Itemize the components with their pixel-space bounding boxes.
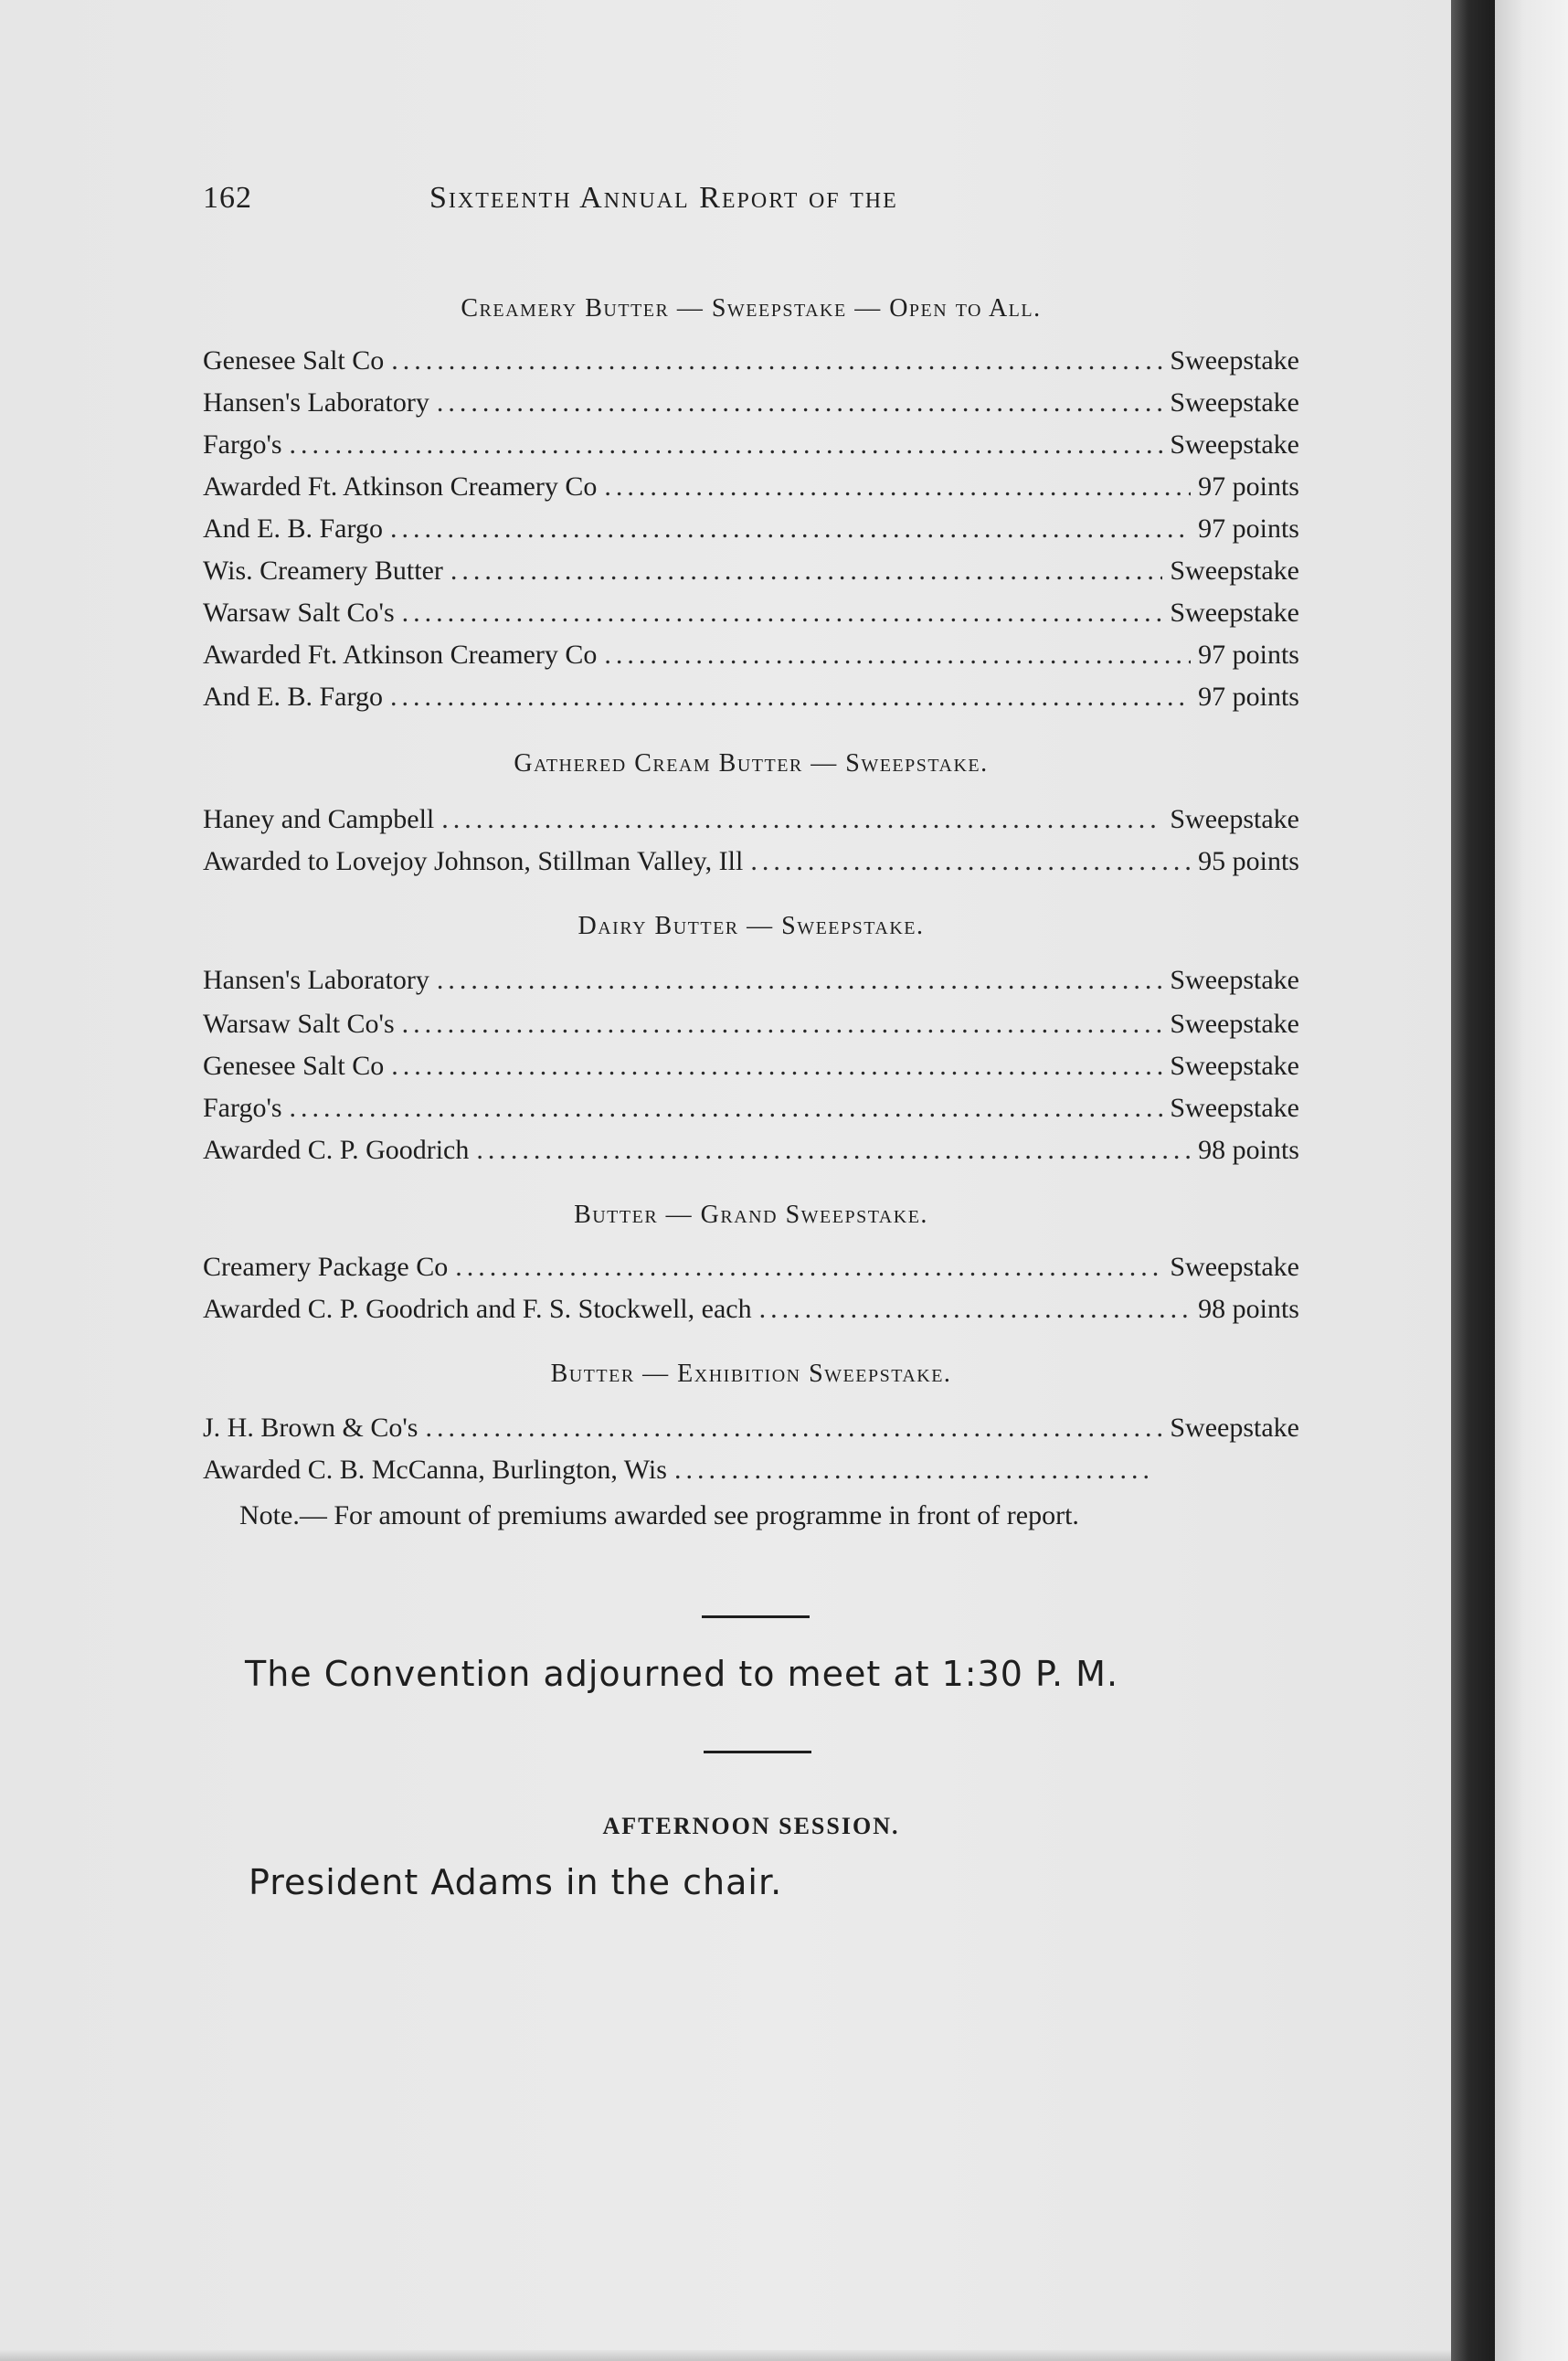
entry-result: 98 points	[1198, 1294, 1299, 1324]
entry-name: Awarded Ft. Atkinson Creamery Co	[203, 640, 598, 670]
list-item	[203, 804, 1299, 841]
entry-result: Sweepstake	[1170, 345, 1299, 376]
entry-name: Warsaw Salt Co's	[203, 1009, 395, 1039]
entry-result: Sweepstake	[1170, 1051, 1299, 1081]
entry-name: Awarded Ft. Atkinson Creamery Co	[203, 471, 598, 502]
dot-leader	[290, 429, 1163, 461]
dot-leader	[391, 345, 1162, 376]
dot-leader	[425, 1413, 1162, 1444]
entry-name: Fargo's	[203, 1093, 282, 1123]
entry-name: Fargo's	[203, 429, 282, 460]
dot-leader	[390, 513, 1191, 545]
entry-result: 97 points	[1198, 513, 1299, 544]
entry-name: Hansen's Laboratory	[203, 387, 429, 418]
dot-leader	[674, 1455, 1148, 1486]
section-title: Dairy Butter — Sweepstake.	[577, 912, 925, 940]
list-item	[203, 1135, 1299, 1171]
dot-leader	[604, 471, 1191, 503]
list-item	[203, 556, 1299, 592]
list-item	[203, 965, 1299, 1001]
list-item	[203, 846, 1299, 883]
dot-leader	[604, 640, 1191, 671]
entry-name: Hansen's Laboratory	[203, 965, 429, 995]
entry-name: And E. B. Fargo	[203, 513, 383, 544]
note-paragraph: Note.— For amount of premiums awarded see programme in front of report.	[239, 1500, 1079, 1530]
list-item	[203, 598, 1299, 634]
dot-leader	[750, 846, 1191, 877]
entry-result: Sweepstake	[1170, 387, 1299, 418]
list-item	[203, 640, 1299, 676]
page-number: 162	[203, 181, 252, 215]
section-title: Butter — Exhibition Sweepstake.	[550, 1360, 952, 1388]
entry-result: Sweepstake	[1170, 804, 1299, 834]
entry-result: Sweepstake	[1170, 598, 1299, 628]
dot-leader	[390, 682, 1191, 713]
entry-name: Genesee Salt Co	[203, 345, 385, 376]
page-edge	[1495, 0, 1568, 2361]
list-item	[203, 1455, 1155, 1491]
list-item	[203, 345, 1299, 382]
dot-leader	[441, 804, 1162, 835]
list-item	[203, 387, 1299, 424]
dot-leader	[455, 1252, 1162, 1283]
list-item	[203, 1252, 1299, 1288]
dot-leader	[450, 556, 1162, 587]
list-item	[203, 1413, 1299, 1449]
entry-result: Sweepstake	[1170, 429, 1299, 460]
entry-result: Sweepstake	[1170, 1413, 1299, 1443]
divider-rule	[704, 1751, 811, 1753]
dot-leader	[476, 1135, 1191, 1166]
list-item	[203, 1051, 1299, 1087]
entry-result: 97 points	[1198, 471, 1299, 502]
entry-name: Wis. Creamery Butter	[203, 556, 443, 586]
entry-name: Creamery Package Co	[203, 1252, 449, 1282]
entry-result: Sweepstake	[1170, 965, 1299, 995]
list-item	[203, 1009, 1299, 1045]
entry-result: 98 points	[1198, 1135, 1299, 1165]
entry-name: Warsaw Salt Co's	[203, 598, 395, 628]
entry-name: And E. B. Fargo	[203, 682, 383, 712]
entry-result: Sweepstake	[1170, 1252, 1299, 1282]
list-item	[203, 429, 1299, 466]
section-title: Creamery Butter — Sweepstake — Open to All.	[461, 294, 1042, 323]
entry-result: 95 points	[1198, 846, 1299, 876]
dot-leader	[759, 1294, 1192, 1325]
chair-line: President Adams in the chair.	[249, 1862, 783, 1902]
list-item	[203, 471, 1299, 508]
list-item	[203, 1294, 1299, 1330]
session-heading: AFTERNOON SESSION.	[602, 1813, 900, 1839]
entry-name: Genesee Salt Co	[203, 1051, 385, 1081]
entry-result: Sweepstake	[1170, 1093, 1299, 1123]
entry-name: Awarded C. P. Goodrich and F. S. Stockwell, each	[203, 1294, 752, 1324]
list-item	[203, 682, 1299, 718]
divider-rule	[702, 1615, 810, 1618]
entry-name: J. H. Brown & Co's	[203, 1413, 418, 1443]
dot-leader	[290, 1093, 1163, 1124]
entry-name: Awarded C. P. Goodrich	[203, 1135, 470, 1165]
entry-name: Haney and Campbell	[203, 804, 435, 834]
dot-leader	[437, 965, 1163, 996]
dot-leader	[402, 1009, 1163, 1040]
dot-leader	[402, 598, 1163, 629]
dot-leader	[437, 387, 1163, 418]
section-title: Gathered Cream Butter — Sweepstake.	[514, 749, 989, 778]
entry-result: 97 points	[1198, 640, 1299, 670]
entry-name: Awarded to Lovejoy Johnson, Stillman Valley, Ill	[203, 846, 744, 876]
dot-leader	[391, 1051, 1162, 1082]
list-item	[203, 513, 1299, 550]
page-bottom-edge	[0, 2350, 1451, 2361]
entry-result: Sweepstake	[1170, 556, 1299, 586]
list-item	[203, 1093, 1299, 1129]
adjournment-line: The Convention adjourned to meet at 1:30 P. M.	[245, 1654, 1119, 1694]
entry-result: 97 points	[1198, 682, 1299, 712]
book-binding-shadow	[1451, 0, 1495, 2361]
entry-name: Awarded C. B. McCanna, Burlington, Wis	[203, 1455, 667, 1485]
section-title: Butter — Grand Sweepstake.	[574, 1201, 928, 1229]
page-header	[203, 181, 1299, 227]
running-head: Sixteenth Annual Report of the	[429, 181, 898, 215]
entry-result: Sweepstake	[1170, 1009, 1299, 1039]
